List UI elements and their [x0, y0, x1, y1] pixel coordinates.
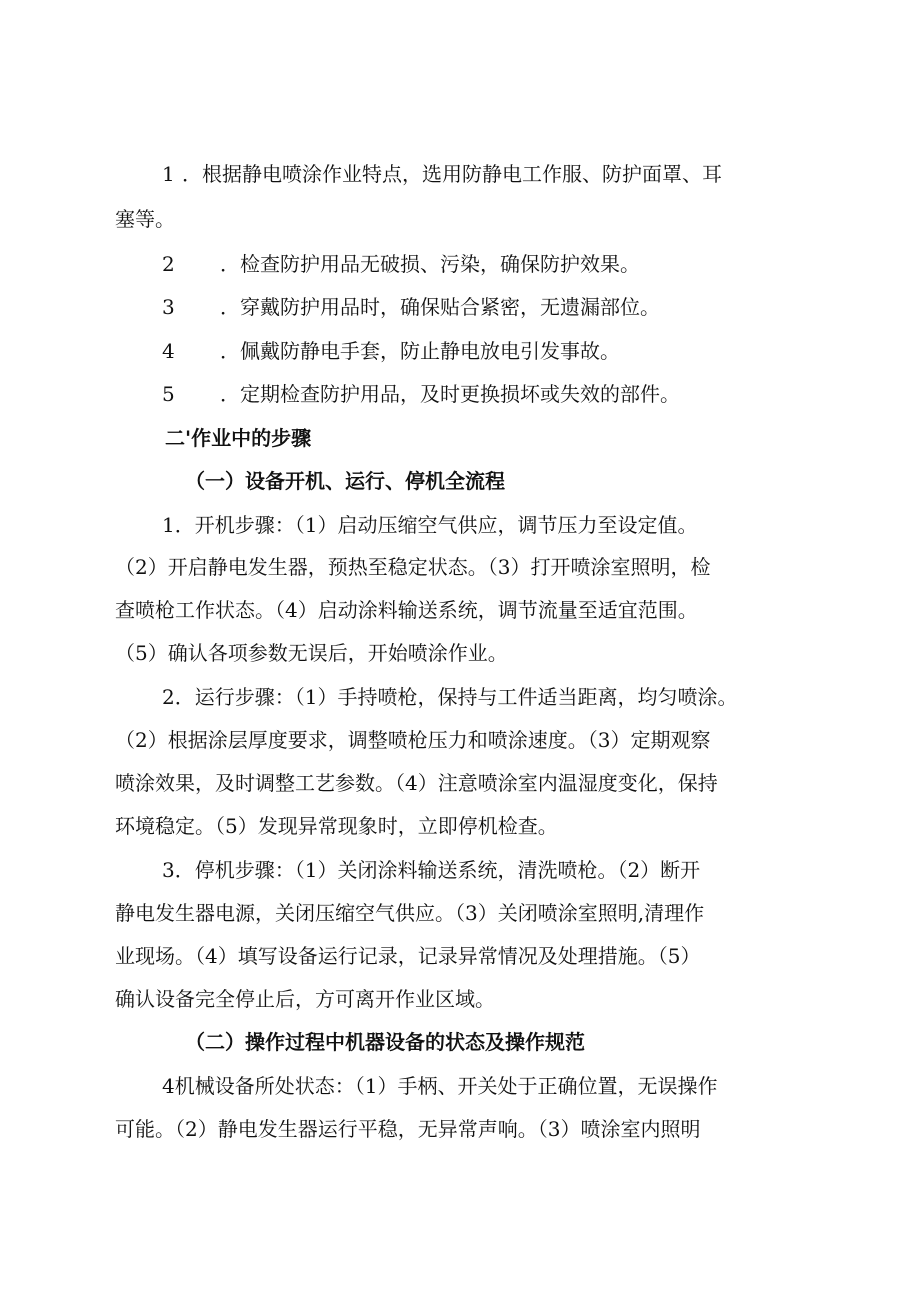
paragraph-line: 环境稳定。（5）发现异常现象时，立即停机检查。: [115, 814, 558, 838]
list-number: 2: [162, 252, 175, 276]
paragraph-line: （2）开启静电发生器，预热至稳定状态。（3）打开喷涂室照明，检: [115, 555, 711, 579]
paragraph-line: 可能。（2）静电发生器运行平稳，无异常声响。（3）喷涂室内照明: [115, 1117, 701, 1141]
paragraph-line: 查喷枪工作状态。（4）启动涂料输送系统，调节流量至适宜范围。: [115, 598, 698, 622]
list-item-text: ．定期检查防护用品，及时更换损坏或失效的部件。: [220, 382, 680, 406]
paragraph-line: 确认设备完全停止后，方可离开作业区域。: [115, 987, 495, 1011]
subsection-heading: （一）设备开机、运行、停机全流程: [185, 469, 505, 493]
list-item-continuation: 塞等。: [115, 207, 175, 231]
paragraph-line: 静电发生器电源，关闭压缩空气供应。（3）关闭喷涂室照明,清理作: [115, 901, 705, 925]
paragraph-line: 喷涂效果，及时调整工艺参数。（4）注意喷涂室内温湿度变化，保持: [115, 771, 718, 795]
paragraph-line: 4机械设备所处状态：（1）手柄、开关处于正确位置，无误操作: [162, 1074, 718, 1098]
list-number: 1: [162, 162, 175, 186]
paragraph-line: （2）根据涂层厚度要求，调整喷枪压力和喷涂速度。（3）定期观察: [115, 728, 711, 752]
list-item-text: ．根据静电喷涂作业特点，选用防静电工作服、防护面罩、耳: [182, 162, 722, 186]
list-item-text: ．检查防护用品无破损、污染，确保防护效果。: [220, 252, 640, 276]
section-heading: 二'作业中的步骤: [165, 426, 312, 450]
list-number: 3: [162, 295, 175, 319]
list-number: 4: [162, 339, 175, 363]
paragraph-line: 1．开机步骤：（1）启动压缩空气供应，调节压力至设定值。: [162, 513, 698, 537]
list-item-text: ．佩戴防静电手套，防止静电放电引发事故。: [220, 339, 620, 363]
list-number: 5: [162, 382, 175, 406]
subsection-heading: （二）操作过程中机器设备的状态及操作规范: [185, 1030, 585, 1054]
list-item-text: ．穿戴防护用品时，确保贴合紧密，无遗漏部位。: [220, 295, 660, 319]
paragraph-line: 业现场。（4）填写设备运行记录，记录异常情况及处理措施。（5）: [115, 944, 701, 968]
paragraph-line: 2．运行步骤：（1）手持喷枪，保持与工件适当距离，均匀喷涂。: [162, 685, 738, 709]
paragraph-line: （5）确认各项参数无误后，开始喷涂作业。: [115, 641, 508, 665]
paragraph-line: 3．停机步骤：（1）关闭涂料输送系统，清洗喷枪。（2）断开: [162, 858, 701, 882]
